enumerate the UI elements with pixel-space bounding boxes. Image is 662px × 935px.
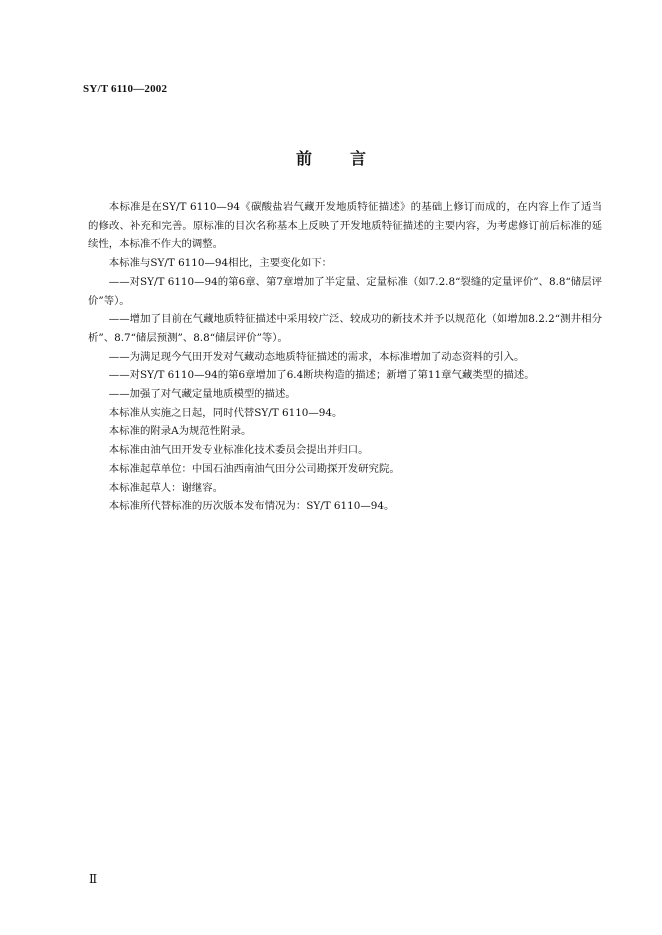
paragraph-changes-lead: 本标准与SY/T 6110—94相比，主要变化如下： (108, 257, 333, 270)
title-char-1: 前 (295, 149, 312, 168)
paragraph-replacement: 本标准从实施之日起，同时代替SY/T 6110—94。 (108, 406, 343, 419)
paragraph-proposer: 本标准由油气田开发专业标准化技术委员会提出并归口。 (108, 444, 369, 457)
change-item-4: ——对SY/T 6110—94的第6章增加了6.4断块构造的描述；新增了第11章气藏类型的描述。 (108, 369, 535, 382)
change-item-3: ——为满足现今气田开发对气藏动态地质特征描述的需求，本标准增加了动态资料的引入。 (108, 350, 525, 363)
foreword-body (88, 198, 602, 516)
page-title (0, 146, 662, 169)
change-item-2: ——增加了目前在气藏地质特征描述中采用较广泛、较成功的新技术并予以规范化（如增加8.2.2“测井相分析”、8.7“储层预测”、8.8“储层评价”等）。 (88, 313, 602, 344)
standard-code: SY/T 6110—2002 (83, 83, 168, 95)
paragraph-drafter: 本标准起草人：谢继容。 (108, 481, 224, 494)
paragraph-drafting-unit: 本标准起草单位：中国石油西南油气田分公司勘探开发研究院。 (108, 462, 400, 475)
change-item-1: ——对SY/T 6110—94的第6章、第7章增加了半定量、定量标准（如7.2.8“裂缝的定量评价”、8.8“储层评价”等）。 (88, 275, 602, 307)
change-item-5: ——加强了对气藏定量地质模型的描述。 (108, 388, 296, 401)
title-char-2: 言 (350, 149, 367, 168)
paragraph-intro: 本标准是在SY/T 6110—94《碳酸盐岩气藏开发地质特征描述》的基础上修订而成的，在内容上作了适当的修改、补充和完善。原标准的目次名称基本上反映了开发地质特征描述的主要内容，为考虑修订前后标准的延续性，本标准不作大的调整。 (88, 201, 602, 251)
page-number: Ⅱ (89, 872, 98, 886)
paragraph-history: 本标准所代替标准的历次版本发布情况为：SY/T 6110—94。 (108, 500, 395, 513)
paragraph-appendix: 本标准的附录A为规范性附录。 (108, 425, 252, 438)
